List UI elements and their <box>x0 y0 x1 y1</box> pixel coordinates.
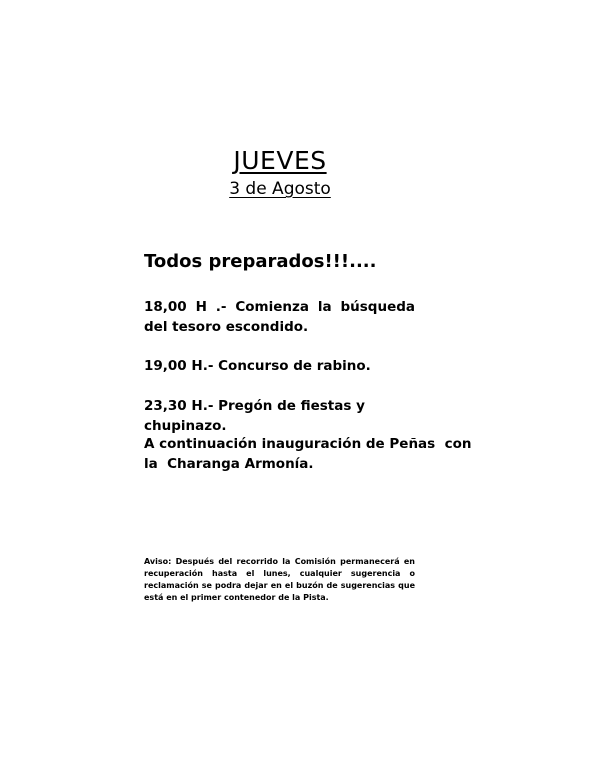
event-item: 19,00 H.- Concurso de rabino. <box>144 358 371 374</box>
date-subtitle: 3 de Agosto <box>229 179 331 199</box>
event-item: 18,00 H .- Comienza la búsqueda del tesoro escondido. <box>144 299 415 335</box>
event-item: A continuación inauguración de Peñas con la Charanga Armonía. <box>144 436 472 472</box>
event-item: 23,30 H.- Pregón de fiestas y chupinazo. <box>144 398 365 434</box>
notice-text: Aviso: Después del recorrido la Comisión permanecerá en recuperación hasta el lunes, cualquier sugerencia o reclamación se podra dejar en el buzón de sugerencias que está en el primer contenedor de la Pista. <box>144 557 415 602</box>
headline: Todos preparados!!!.... <box>144 251 377 272</box>
day-title: JUEVES <box>233 146 327 175</box>
